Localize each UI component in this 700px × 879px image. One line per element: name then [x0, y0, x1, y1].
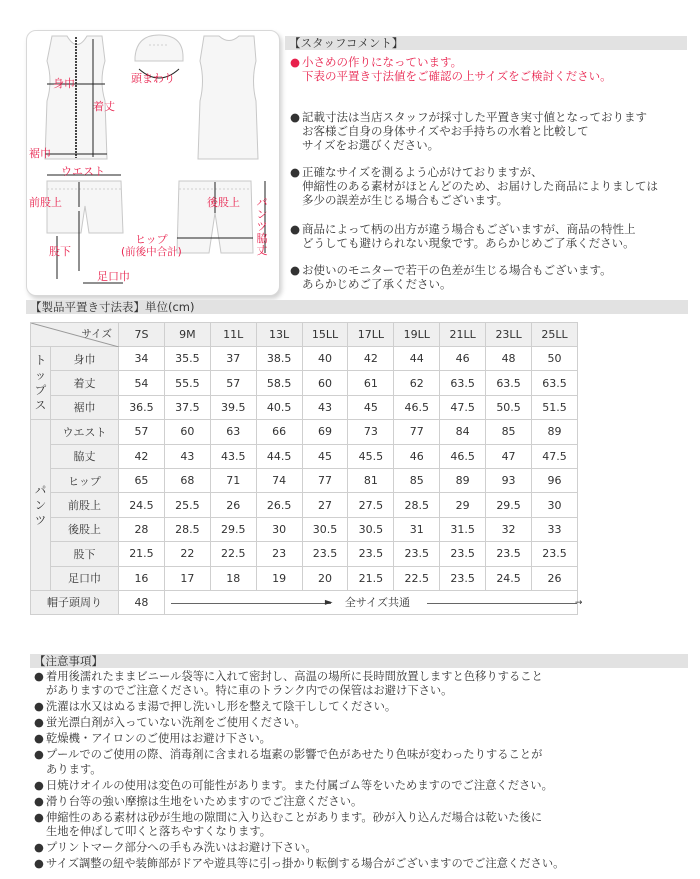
table-cell: 42 [119, 444, 165, 468]
table-cell: 68 [164, 468, 210, 492]
table-cell: 73 [348, 420, 394, 444]
label-back-rise: 後股上 [207, 196, 240, 209]
table-cell: 23.5 [302, 542, 348, 566]
table-cell: 16 [119, 566, 165, 590]
table-cell: 34 [119, 347, 165, 371]
row-label: ウエスト [51, 420, 119, 444]
cap-row [31, 590, 578, 614]
table-cell: 54 [119, 371, 165, 395]
size-header: 7S [119, 323, 165, 347]
table-cell: 22.5 [210, 542, 256, 566]
arrow-line-left [171, 603, 331, 604]
bullet-icon: ● [34, 748, 44, 762]
note-text: 日焼けオイルの使用は変色の可能性があります。また付属ゴム等をいためますのでご注意ください。 [46, 778, 553, 792]
row-label: 股下 [51, 542, 119, 566]
table-cell: 57 [210, 371, 256, 395]
row-label: 前股上 [51, 493, 119, 517]
row-label: 裾巾 [51, 395, 119, 419]
table-cell: 51.5 [532, 395, 578, 419]
table-cell: 46.5 [440, 444, 486, 468]
bullet-icon: ● [34, 732, 44, 746]
table-cell: 69 [302, 420, 348, 444]
table-cell: 35.5 [164, 347, 210, 371]
label-hip: ヒップ [135, 233, 168, 246]
group-label-cell [31, 420, 51, 591]
cap-row-label: 帽子頭周り [31, 590, 119, 614]
table-cell: 39.5 [210, 395, 256, 419]
label-inseam: 股下 [49, 245, 71, 258]
table-cell: 17 [164, 566, 210, 590]
table-cell: 81 [348, 468, 394, 492]
group-label: パンツ [34, 482, 47, 527]
bullet-icon: ● [34, 700, 44, 714]
table-cell: 23.5 [394, 542, 440, 566]
table-cell: 26 [210, 493, 256, 517]
table-cell: 29.5 [486, 493, 532, 517]
cap-shape [135, 35, 183, 61]
table-cell: 93 [486, 468, 532, 492]
table-row [31, 517, 578, 541]
table-cell: 63.5 [532, 371, 578, 395]
note-item [34, 857, 674, 871]
table-cell: 23.5 [486, 542, 532, 566]
size-header: 15LL [302, 323, 348, 347]
table-cell: 89 [440, 468, 486, 492]
note-text: サイズ調整の紐や装飾部がドアや遊具等に引っ掛かり転倒する場合がございますのでご注意ください。 [46, 857, 565, 871]
table-cell: 19 [256, 566, 302, 590]
table-cell: 30 [256, 517, 302, 541]
size-corner-label: サイズ [81, 328, 112, 340]
table-row [31, 468, 578, 492]
note-text: 伸縮性のある素材は砂が生地の隙間に入り込むことがあります。砂が入り込んだ場合は乾いた後に [46, 810, 543, 824]
size-header: 17LL [348, 323, 394, 347]
table-cell: 22.5 [394, 566, 440, 590]
arrow-end-icon: → [574, 597, 583, 608]
note-text: 滑り台等の強い摩擦は生地をいためますのでご注意ください。 [46, 794, 363, 808]
bullet-icon: ● [34, 794, 44, 808]
table-cell: 26.5 [256, 493, 302, 517]
table-cell: 40 [302, 347, 348, 371]
table-row [31, 420, 578, 444]
size-header: 21LL [440, 323, 486, 347]
staff-comment-1: ● 小さめの作りになっています。 下表の平置き寸法値をご確認の上サイズをご検討ください。 [290, 55, 612, 83]
note-text: 蛍光漂白剤が入っていない洗剤をご使用ください。 [46, 716, 306, 730]
note-text: あります。 [46, 762, 102, 776]
table-cell: 18 [210, 566, 256, 590]
table-cell: 65 [119, 468, 165, 492]
table-cell: 29.5 [210, 517, 256, 541]
table-cell: 74 [256, 468, 302, 492]
table-cell: 38.5 [256, 347, 302, 371]
table-cell: 47 [486, 444, 532, 468]
note-item [34, 841, 674, 855]
arrow-line-right [427, 603, 577, 604]
table-cell: 45 [302, 444, 348, 468]
note-text: 洗濯は水又はぬるま湯で押し洗いし形を整えて陰干ししてください。 [46, 700, 397, 714]
note-text: がありますのでご注意ください。特に車のトランク内での保管はお避け下さい。 [46, 684, 453, 698]
bullet-icon: ● [34, 670, 44, 683]
table-cell: 50 [532, 347, 578, 371]
table-cell: 60 [302, 371, 348, 395]
table-cell: 32 [486, 517, 532, 541]
table-cell: 63.5 [486, 371, 532, 395]
row-label: ヒップ [51, 468, 119, 492]
table-cell: 46 [440, 347, 486, 371]
label-hem: 裾巾 [29, 147, 51, 160]
table-cell: 28.5 [394, 493, 440, 517]
label-length: 着丈 [93, 100, 115, 113]
table-cell: 63 [210, 420, 256, 444]
table-cell: 46.5 [394, 395, 440, 419]
top-back-shape [198, 36, 258, 159]
cap-row-value: 48 [119, 590, 165, 614]
table-row [31, 371, 578, 395]
table-cell: 37 [210, 347, 256, 371]
group-label: トップス [34, 353, 47, 413]
table-cell: 45 [348, 395, 394, 419]
table-cell: 30.5 [302, 517, 348, 541]
label-hip-note: (前後中合計) [121, 246, 182, 258]
table-cell: 89 [532, 420, 578, 444]
note-text: プールでのご使用の際、消毒剤に含まれる塩素の影響で色があせたり色味が変わったりすることが [46, 748, 543, 762]
table-cell: 31.5 [440, 517, 486, 541]
table-cell: 20 [302, 566, 348, 590]
notes-heading: 【注意事項】 [30, 654, 688, 668]
table-cell: 28 [119, 517, 165, 541]
label-waist: ウエスト [61, 165, 105, 178]
table-cell: 23.5 [532, 542, 578, 566]
table-cell: 27 [302, 493, 348, 517]
measurement-illustration [26, 30, 280, 296]
note-text: 着用後濡れたままビニール袋等に入れて密封し、高温の場所に長時間放置しますと色移りすること [46, 670, 543, 683]
row-label: 後股上 [51, 517, 119, 541]
table-cell: 96 [532, 468, 578, 492]
size-header: 23LL [486, 323, 532, 347]
note-text: 生地を伸ばして叩くと落ちやすくなります。 [46, 825, 272, 838]
bullet-icon: ● [34, 778, 44, 792]
table-cell: 58.5 [256, 371, 302, 395]
size-corner-cell [31, 323, 119, 347]
table-cell: 61 [348, 371, 394, 395]
table-cell: 42 [348, 347, 394, 371]
size-header-row [31, 323, 578, 347]
note-item [34, 748, 674, 776]
bullet-icon: ● [34, 857, 44, 871]
table-cell: 25.5 [164, 493, 210, 517]
table-cell: 33 [532, 517, 578, 541]
size-table-heading: 【製品平置き寸法表】単位(cm) [26, 300, 688, 314]
size-header: 19LL [394, 323, 440, 347]
note-item [34, 779, 674, 793]
table-cell: 44.5 [256, 444, 302, 468]
table-cell: 77 [394, 420, 440, 444]
cap-row-span [164, 590, 583, 614]
note-text: プリントマーク部分への手もみ洗いはお避け下さい。 [46, 841, 317, 855]
table-cell: 43 [302, 395, 348, 419]
table-row [31, 493, 578, 517]
label-head: 頭まわり [131, 72, 175, 85]
table-cell: 40.5 [256, 395, 302, 419]
table-cell: 29 [440, 493, 486, 517]
cap-row-note: 全サイズ共通 [344, 595, 411, 609]
table-cell: 27.5 [348, 493, 394, 517]
note-item [34, 732, 674, 746]
table-cell: 24.5 [119, 493, 165, 517]
table-cell: 22 [164, 542, 210, 566]
note-text: 乾燥機・アイロンのご使用はお避け下さい。 [46, 732, 271, 746]
table-cell: 71 [210, 468, 256, 492]
bullet-icon: ● [34, 810, 44, 824]
bullet-icon: ● [34, 716, 44, 730]
label-leg-opening: 足口巾 [97, 270, 130, 283]
staff-comment-2: ● 記載寸法は当店スタッフが採寸した平置き実寸値となっております お客様ご自身の身体サイズやお手持ちの水着と比較して サイズをお選びください。 [290, 110, 647, 152]
size-table [30, 322, 583, 615]
row-label: 足口巾 [51, 566, 119, 590]
staff-comment-5: ● お使いのモニターで若干の色差が生じる場合もございます。 あらかじめご了承ください。 [290, 263, 612, 291]
table-cell: 50.5 [486, 395, 532, 419]
label-side-length: パンツ脇丈 [256, 196, 268, 257]
note-item [34, 670, 674, 698]
table-cell: 23.5 [348, 542, 394, 566]
table-cell: 47.5 [532, 444, 578, 468]
table-row [31, 347, 578, 371]
size-header: 11L [210, 323, 256, 347]
table-cell: 55.5 [164, 371, 210, 395]
row-label: 脇丈 [51, 444, 119, 468]
table-cell: 37.5 [164, 395, 210, 419]
table-cell: 47.5 [440, 395, 486, 419]
table-cell: 46 [394, 444, 440, 468]
size-header: 9M [164, 323, 210, 347]
table-cell: 24.5 [486, 566, 532, 590]
note-item [34, 700, 674, 714]
table-cell: 23 [256, 542, 302, 566]
arrow-head-icon: ► [324, 596, 333, 608]
table-cell: 85 [394, 468, 440, 492]
size-header: 13L [256, 323, 302, 347]
table-row [31, 566, 578, 590]
table-cell: 63.5 [440, 371, 486, 395]
table-cell: 66 [256, 420, 302, 444]
row-label: 着丈 [51, 371, 119, 395]
label-chest: 身巾 [53, 77, 75, 90]
table-cell: 30.5 [348, 517, 394, 541]
table-cell: 45.5 [348, 444, 394, 468]
note-item [34, 811, 674, 839]
table-row [31, 444, 578, 468]
table-cell: 43.5 [210, 444, 256, 468]
table-cell: 31 [394, 517, 440, 541]
label-front-rise: 前股上 [29, 196, 62, 209]
staff-comment-4: ● 商品によって柄の出方が違う場合もございますが、商品の特性上 どうしても避けられない現象です。あらかじめご了承ください。 [290, 222, 636, 250]
table-cell: 23.5 [440, 566, 486, 590]
table-cell: 36.5 [119, 395, 165, 419]
table-cell: 62 [394, 371, 440, 395]
table-cell: 84 [440, 420, 486, 444]
size-header: 25LL [532, 323, 578, 347]
table-cell: 48 [486, 347, 532, 371]
table-cell: 21.5 [119, 542, 165, 566]
staff-comment-3: ● 正確なサイズを測るよう心がけておりますが、 伸縮性のある素材がほとんどのため、お届けした商品によりましては 多少の誤差が生じる場合もございます。 [290, 165, 659, 207]
note-item [34, 795, 674, 809]
staff-comment-heading: 【スタッフコメント】 [285, 36, 687, 50]
table-cell: 26 [532, 566, 578, 590]
group-label-cell [31, 347, 51, 420]
table-cell: 57 [119, 420, 165, 444]
row-label: 身巾 [51, 347, 119, 371]
table-row [31, 542, 578, 566]
table-cell: 85 [486, 420, 532, 444]
table-cell: 43 [164, 444, 210, 468]
table-cell: 21.5 [348, 566, 394, 590]
table-cell: 28.5 [164, 517, 210, 541]
table-cell: 77 [302, 468, 348, 492]
note-item [34, 716, 674, 730]
table-cell: 44 [394, 347, 440, 371]
table-cell: 23.5 [440, 542, 486, 566]
table-cell: 60 [164, 420, 210, 444]
table-row [31, 395, 578, 419]
bullet-icon: ● [34, 841, 44, 855]
table-cell: 30 [532, 493, 578, 517]
